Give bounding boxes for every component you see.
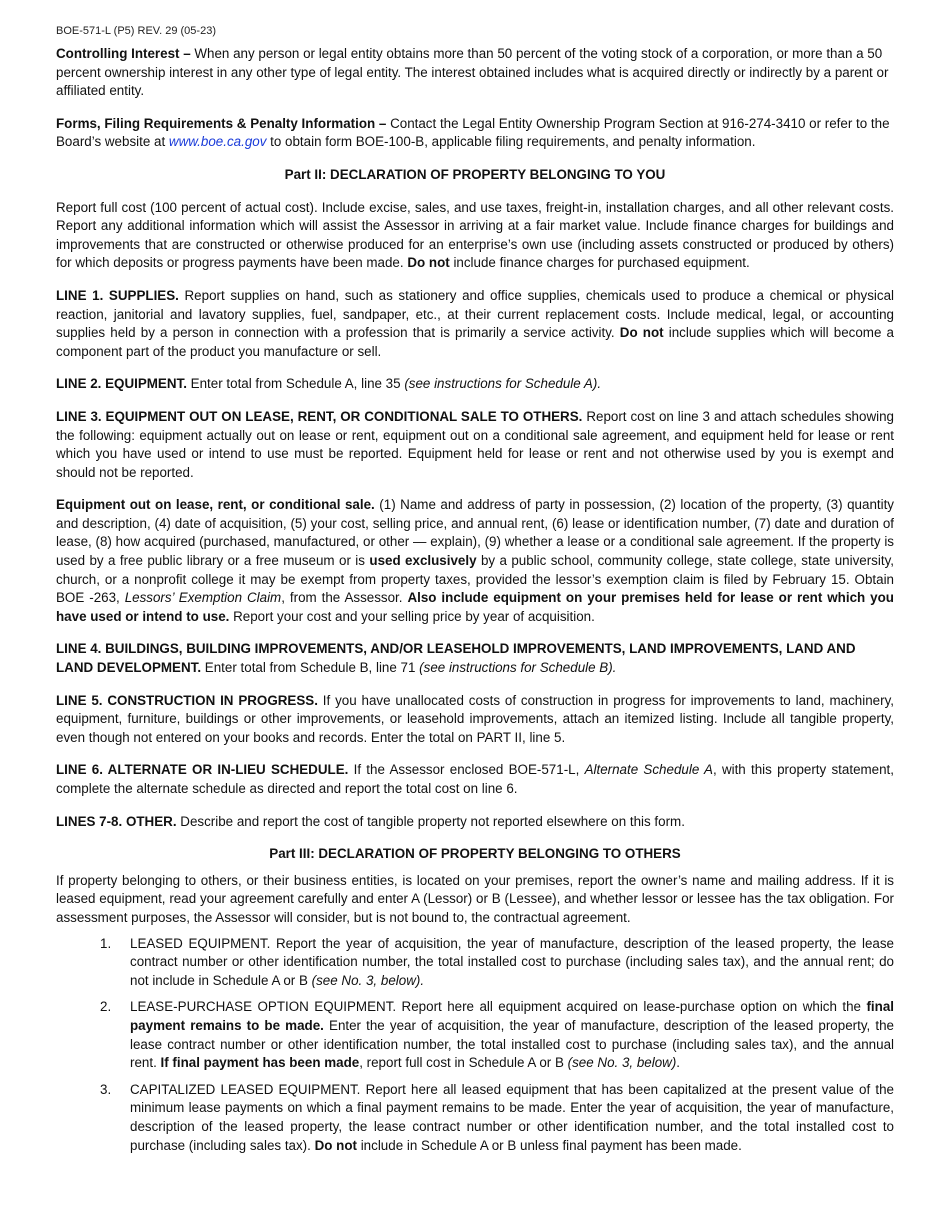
line3-text: Report cost on line 3 and attach schedules showing the following: equipment actually out on lease or rent, equipment out on a conditional sale agreement, and equipment held for lease or rent which you have used or intend to use must be reported. Equipment held for lease or rent and not otherwise used by you is exempt and should not be reported. [56,408,894,480]
controlling-interest-paragraph [56,45,894,101]
line1-end: include supplies which will become a component part of the product you manufacture or sell. [56,325,895,359]
equipment-out-text-2: by a public school, community college, state college, state university, church, or a nonprofit college it may be exempt from property taxes, provided the lessor’s exemption claim is filed by February 15. Obtain BOE -263, [56,553,894,606]
line3-title: LINE 3. EQUIPMENT OUT ON LEASE, RENT, OR CONDITIONAL SALE TO OTHERS. [56,408,583,424]
part2-heading: Part II: DECLARATION OF PROPERTY BELONGING TO YOU [284,166,666,182]
equipment-out-italic: Lessors’ Exemption Claim [124,590,282,606]
line1-text: Report supplies on hand, such as stationery and office supplies, chemicals used to produce a chemical or physical reaction, janitorial and lavatory supplies, fuel, sandpaper, etc., at their current replacement costs. Include medical, legal, or accounting supplies held by a person in connection with a profession that is primarily a service activity. [56,287,894,341]
equipment-out-text-3: , from the Assessor. [281,590,408,606]
part2-intro-end: include finance charges for purchased equipment. [449,255,750,271]
leased-equipment-text [130,935,894,991]
item2-italic: (see No. 3, below) [567,1055,677,1071]
form-number: BOE-571-L (P5) REV. 29 (05-23) [56,25,216,37]
line5-paragraph [56,692,894,748]
item2-text-2: Enter the year of acquisition, the year of manufacture, description of the leased property, the lease contract number or other identification number, the total installed cost to purchase (including sales tax), and the annual rent. [130,1017,894,1071]
capitalized-lease-text [130,1081,894,1155]
forms-filing-text: Contact the Legal Entity Ownership Program Section at 916-274-3410 or refer to the Board’s website at [56,115,890,150]
forms-filing-title: Forms, Filing Requirements & Penalty Information – [56,115,387,131]
lines78-text: Describe and report the cost of tangible property not reported elsewhere on this form. [176,813,685,829]
equipment-out-text-1: (1) Name and address of party in possession, (2) location of the property, (3) quantity and description, (4) date of acquisition, (5) your cost, selling price, and annual rent, (6) lease or identification number, (7) date and duration of lease, (8) how acquired (purchased, manufactured, or other — explain), (9) whether a lease or a conditional sale agreement. If the property is used by a free public library or a free museum or is [56,497,894,569]
controlling-interest-text: When any person or legal entity obtains more than 50 percent of the voting stock of a corporation, or more than a 50 percent ownership interest in any other type of legal entity. The interest obtained includes what is acquired directly or indirectly by a parent or affiliated entity. [56,46,889,99]
equipment-out-paragraph [56,496,894,626]
part2-intro-bold: Do not [407,255,450,271]
line1-bold: Do not [619,325,664,341]
item2-text-3: , report full cost in Schedule A or B [359,1055,568,1071]
lease-purchase-text [130,998,894,1072]
line3-paragraph [56,408,894,482]
line5-title: LINE 5. CONSTRUCTION IN PROGRESS. [56,692,318,708]
item2-bold-1: final payment remains to be made. [130,999,894,1033]
item1-italic: (see No. 3, below). [311,972,425,988]
item3-bold: Do not [314,1137,357,1153]
list-item-number: 2. [100,999,112,1015]
boe-website-link[interactable]: www.boe.ca.gov [168,134,267,150]
controlling-interest-title: Controlling Interest – [56,46,191,61]
line4-title: LINE 4. BUILDINGS, BUILDING IMPROVEMENTS, AND/OR LEASEHOLD IMPROVEMENTS, LAND IMPROVEMENTS, LAND AND LAND DEVELOPMENT. [56,641,856,676]
part2-intro-text: Report full cost (100 percent of actual cost). Include excise, sales, and use taxes, freight-in, installation charges, and all other relevant costs. Report any additional information which will assist the Assessor in arriving at a fair market value. Include finance charges for buildings and improvements that are constructed or otherwise produced for an enterprise’s own use (including assets constructed or produced by others) for which deposits or progress payments have been made. [56,199,894,271]
equipment-out-bold-1: used exclusively [369,553,477,569]
list-item [56,998,894,1072]
forms-filing-text-end: to obtain form BOE-100-B, applicable filing requirements, and penalty information. [266,134,756,150]
part3-intro-paragraph: If property belonging to others, or their business entities, is located on your premises, report the owner’s name and mailing address. If it is leased equipment, read your agreement carefully and enter A (Lessor) or B (Lessee), and whether lessor or lessee has the tax obligation. For assessment purposes, the Assessor will consider, but is not bound to, the contractual agreement. [56,872,894,925]
equipment-out-bold-2: Also include equipment on your premises held for lease or rent which you have used or intend to use. [56,590,894,624]
part2-intro-paragraph [56,199,894,273]
line1-title: LINE 1. SUPPLIES. [56,287,179,303]
line1-paragraph [56,287,894,361]
line6-text: If the Assessor enclosed BOE-571-L, [348,762,585,778]
line6-end: , with this property statement, complete the alternate schedule as directed and report the total cost on line 6. [56,762,895,796]
line2-title: LINE 2. EQUIPMENT. [56,376,187,392]
line6-title: LINE 6. ALTERNATE OR IN-LIEU SCHEDULE. [56,762,349,778]
item2-text-1: LEASE-PURCHASE OPTION EQUIPMENT. Report here all equipment acquired on lease-purchase option on which the [130,999,867,1015]
part3-heading: Part III: DECLARATION OF PROPERTY BELONGING TO OTHERS [269,846,681,862]
line5-text: If you have unallocated costs of construction in progress for improvements to land, machinery, equipment, furniture, buildings or other improvements, or leasehold improvements, attach an itemized listing. Include all tangible property, even though not entered on your books and records. Enter the total on PART II, line 5. [56,692,894,745]
lines78-title: LINES 7-8. OTHER. [56,813,177,829]
line2-text: Enter total from Schedule A, line 35 [186,376,405,392]
item1-text: LEASED EQUIPMENT. Report the year of acquisition, the year of manufacture, description of the leased property, the lease contract number or other identification number, the total installed cost to purchase (including sales tax), and the annual rent; do not include in Schedule A or B [130,935,894,988]
forms-filing-paragraph [56,115,894,152]
list-item-number: 3. [100,1081,112,1097]
line4-italic: (see instructions for Schedule B). [419,660,617,676]
equipment-out-title: Equipment out on lease, rent, or conditional sale. [56,497,375,513]
instructions-body [56,45,894,1163]
equipment-out-text-4: Report your cost and your selling price by year of acquisition. [229,608,595,624]
list-item [56,1081,894,1155]
line6-italic: Alternate Schedule A [584,762,713,778]
item2-end: . [676,1055,681,1071]
line2-paragraph [56,375,894,394]
item2-bold-2: If final payment has been made [160,1055,360,1071]
line4-text: Enter total from Schedule B, line 71 [201,660,420,676]
line6-paragraph [56,761,894,798]
list-item-number: 1. [100,935,112,951]
item3-text-1: CAPITALIZED LEASED EQUIPMENT. Report here all leased equipment that has been capitalized at the present value of the minimum lease payments on which a final payment remains to be made. Enter the year of acquisition, the year of manufacture, description of the leased property, the lease contract number or other identification number, and the total installed cost to purchase (including sales tax). [130,1081,894,1153]
lines78-paragraph [56,813,894,832]
line2-italic: (see instructions for Schedule A). [404,376,602,392]
line4-paragraph [56,640,894,677]
list-item [56,935,894,991]
item3-text-2: include in Schedule A or B unless final payment has been made. [356,1137,742,1153]
